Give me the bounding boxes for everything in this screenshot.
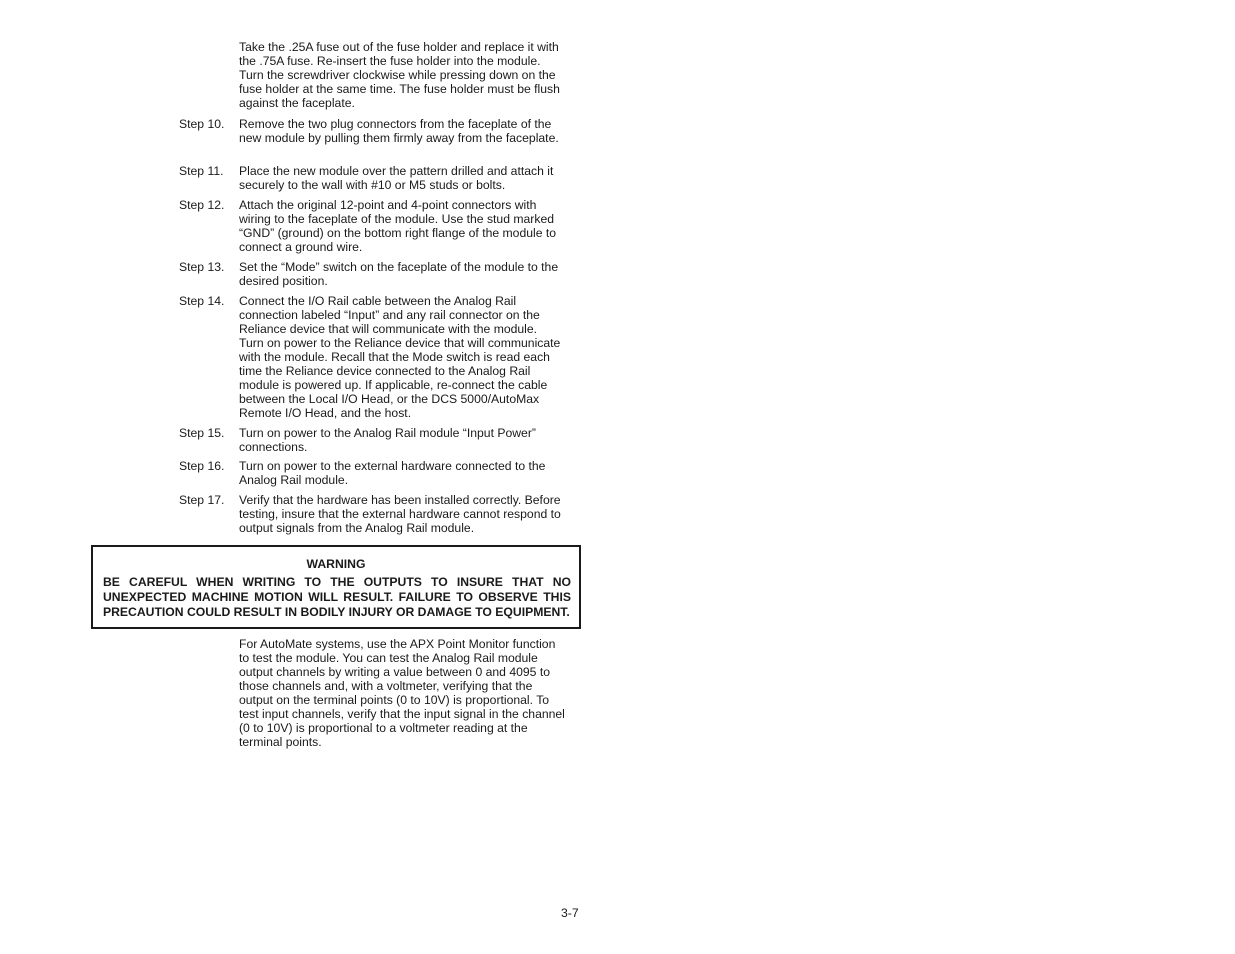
step-text: Attach the original 12-point and 4-point connectors with wiring to the faceplate of the module. Use the stud marked “GND” (ground) on the bottom right flange of the module to connect a ground wire. [239, 198, 557, 254]
step-label: Step 15. [179, 426, 225, 440]
step-text: Turn on power to the external hardware connected to the Analog Rail module. [239, 459, 546, 487]
step-label: Step 13. [179, 260, 225, 274]
step-13 [179, 260, 569, 288]
step-16 [179, 459, 569, 487]
step-label: Step 12. [179, 198, 225, 212]
step-17 [179, 493, 569, 535]
step-label: Step 10. [179, 117, 225, 131]
step-label: Step 17. [179, 493, 225, 507]
warning-text: BE CAREFUL WHEN WRITING TO THE OUTPUTS TO INSURE THAT NO UNEXPECTED MACHINE MOTION WILL RESULT. FAILURE TO OBSERVE THIS PRECAUTION COULD RESULT IN BODILY INJURY OR DAMAGE TO EQUIPMENT. [103, 575, 571, 619]
step-label: Step 16. [179, 459, 225, 473]
step-text: Verify that the hardware has been installed correctly. Before testing, insure that the external hardware cannot respond to output signals from the Analog Rail module. [239, 493, 561, 535]
step-text: Remove the two plug connectors from the faceplate of the new module by pulling them firmly away from the faceplate. [239, 117, 559, 145]
step-11 [179, 164, 569, 192]
closing-paragraph: For AutoMate systems, use the APX Point Monitor function to test the module. You can test the Analog Rail module output channels by writing a value between 0 and 4095 to those channels and, with a voltmeter, verifying that the output on the terminal points (0 to 10V) is proportional. To test input channels, verify that the input signal in the channel (0 to 10V) is proportional to a voltmeter reading at the terminal points. [239, 637, 565, 749]
step-12 [179, 198, 569, 254]
page-number: 3-7 [561, 906, 579, 920]
warning-box [91, 545, 581, 629]
step-label: Step 14. [179, 294, 225, 308]
step-10 [179, 117, 569, 159]
warning-title: WARNING [306, 557, 366, 571]
step-14 [179, 294, 569, 420]
intro-paragraph: Take the .25A fuse out of the fuse holder and replace it with the .75A fuse. Re-insert the fuse holder into the module. Turn the screwdriver clockwise while pressing down on the fuse holder at the same time. The fuse holder must be flush against the faceplate. [239, 40, 560, 110]
step-text: Place the new module over the pattern drilled and attach it securely to the wall with #10 or M5 studs or bolts. [239, 164, 554, 192]
step-text: Turn on power to the Analog Rail module “Input Power” connections. [239, 426, 536, 454]
step-15 [179, 426, 569, 454]
step-label: Step 11. [179, 164, 224, 178]
step-text: Connect the I/O Rail cable between the Analog Rail connection labeled “Input” and any rail connector on the Reliance device that will communicate with the module. Turn on power to the Reliance device that will communicate with the module. Recall that the Mode switch is read each time the Reliance device connected to the Analog Rail module is powered up. If applicable, re-connect the cable between the Local I/O Head, or the DCS 5000/AutoMax Remote I/O Head, and the host. [239, 294, 561, 420]
step-text: Set the “Mode” switch on the faceplate of the module to the desired position. [239, 260, 559, 288]
